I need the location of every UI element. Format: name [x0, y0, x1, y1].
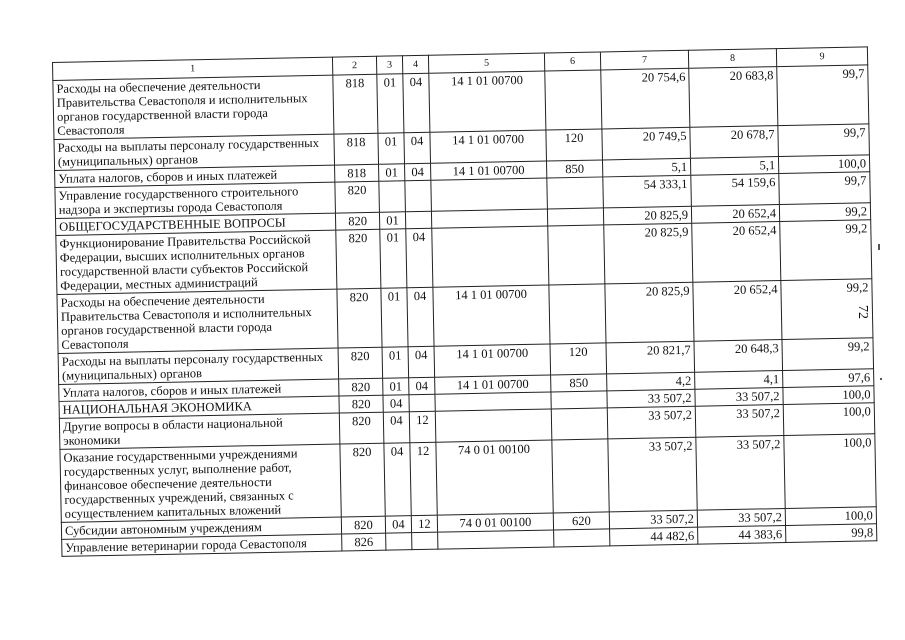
expense-type-cell: 620 — [553, 512, 609, 530]
percent-cell: 100,0 — [784, 434, 876, 509]
section-code-cell: 04 — [383, 412, 410, 443]
plan-value-cell: 20 754,6 — [601, 68, 690, 129]
ministry-code-cell: 818 — [334, 133, 379, 165]
actual-value-cell: 20 652,4 — [693, 281, 782, 342]
section-code-cell: 01 — [377, 74, 404, 133]
actual-value-cell: 33 507,2 — [695, 405, 784, 438]
actual-value-cell: 20 648,3 — [694, 340, 783, 373]
actual-value-cell: 4,1 — [695, 371, 783, 390]
percent-cell: 99,7 — [777, 65, 869, 126]
ministry-code-cell: 820 — [335, 212, 379, 230]
header-cell: 5 — [428, 53, 544, 73]
plan-value-cell: 20 749,5 — [602, 127, 691, 160]
header-cell: 4 — [402, 55, 428, 73]
target-article-cell: 14 1 01 00700 — [434, 344, 551, 377]
plan-value-cell: 20 821,7 — [606, 341, 695, 374]
percent-cell: 99,7 — [778, 124, 870, 157]
expense-type-cell — [552, 439, 609, 513]
plan-value-cell: 20 825,9 — [605, 282, 694, 343]
percent-cell: 99,2 — [781, 279, 873, 340]
section-code-cell: 01 — [379, 164, 405, 181]
percent-cell: 99,8 — [786, 524, 877, 543]
ministry-code-cell: 820 — [341, 516, 385, 534]
subsection-code-cell: 04 — [406, 228, 433, 287]
header-cell: 1 — [53, 57, 333, 80]
row-name-cell: Другие вопросы в области национальной экономики — [59, 413, 340, 449]
subsection-code-cell: 04 — [408, 346, 435, 377]
subsection-code-cell: 04 — [407, 287, 434, 346]
header-cell: 7 — [600, 50, 688, 70]
header-cell: 8 — [688, 49, 776, 69]
section-code-cell: 01 — [380, 229, 407, 288]
target-article-cell: 74 0 01 00100 — [437, 513, 553, 532]
target-article-cell — [432, 226, 549, 287]
scan-mark — [878, 244, 880, 250]
expense-type-cell — [549, 284, 606, 344]
percent-cell: 100,0 — [783, 403, 875, 436]
plan-value-cell: 5,1 — [602, 158, 690, 177]
actual-value-cell: 33 507,2 — [697, 509, 785, 528]
scan-mark — [880, 378, 882, 380]
subsection-code-cell: 04 — [404, 132, 431, 163]
actual-value-cell: 20 683,8 — [689, 67, 778, 128]
ministry-code-cell: 818 — [333, 74, 378, 134]
budget-sheet — [52, 46, 876, 557]
row-name-cell: Расходы на обеспечение деятельности Правительства Севастополя и исполнительных органов государственной власти города Севастополя — [57, 289, 338, 353]
plan-value-cell: 33 507,2 — [608, 437, 697, 512]
plan-value-cell: 33 507,2 — [607, 389, 695, 408]
header-cell: 2 — [332, 56, 376, 75]
header-cell: 6 — [544, 52, 600, 71]
section-code-cell: 01 — [382, 347, 409, 378]
ministry-code-cell: 818 — [335, 164, 379, 182]
header-cell: 9 — [776, 47, 867, 67]
expense-type-cell: 850 — [546, 160, 602, 178]
expense-type-cell: 120 — [550, 343, 607, 375]
expense-type-cell: 850 — [551, 374, 607, 392]
row-name-cell: Расходы на обеспечение деятельности Правительства Севастополя и исполнительных органов государственной власти города Севастополя — [53, 75, 334, 139]
plan-value-cell: 33 507,2 — [607, 406, 696, 439]
subsection-code-cell: 04 — [409, 377, 435, 394]
plan-value-cell: 4,2 — [607, 372, 695, 391]
section-code-cell: 04 — [383, 395, 409, 412]
plan-value-cell: 20 825,9 — [603, 206, 691, 225]
subsection-code-cell — [412, 532, 438, 549]
section-code-cell: 01 — [381, 288, 408, 347]
ministry-code-cell: 820 — [339, 378, 383, 396]
row-name-cell: Расходы на выплаты персоналу государственных (муниципальных) органов — [54, 134, 335, 170]
actual-value-cell: 5,1 — [690, 157, 778, 176]
plan-value-cell: 33 507,2 — [609, 510, 697, 529]
section-code-cell: 04 — [385, 516, 411, 533]
section-code-cell: 01 — [378, 133, 405, 164]
row-name-cell: Функционирование Правительства Российской Федерации, высших исполнительных органов государственной власти субъектов Российской Федерации, местных администраций — [56, 230, 337, 294]
row-name-cell: НАЦИОНАЛЬНАЯ ЭКОНОМИКА — [59, 396, 339, 418]
percent-cell: 99,7 — [779, 172, 871, 205]
target-article-cell: 14 1 01 00700 — [431, 161, 547, 180]
target-article-cell: 14 1 01 00700 — [433, 285, 550, 346]
subsection-code-cell — [405, 180, 432, 211]
plan-value-cell: 20 825,9 — [604, 223, 693, 284]
row-name-cell: Управление ветеринарии города Севастополя — [62, 534, 342, 556]
actual-value-cell: 20 652,4 — [692, 222, 781, 283]
row-name-cell: Управление государственного строительного надзора и экспертизы города Севастополя — [55, 182, 336, 218]
plan-value-cell: 44 482,6 — [610, 527, 698, 546]
ministry-code-cell: 826 — [342, 533, 386, 551]
expense-type-cell: 120 — [546, 129, 603, 161]
ministry-code-cell: 820 — [336, 229, 381, 289]
actual-value-cell: 20 652,4 — [691, 205, 779, 224]
row-name-cell: ОБЩЕГОСУДАРСТВЕННЫЕ ВОПРОСЫ — [56, 213, 336, 235]
subsection-code-cell: 12 — [409, 411, 436, 442]
row-name-cell: Уплата налогов, сборов и иных платежей — [59, 379, 339, 401]
target-article-cell: 74 0 01 00100 — [436, 440, 553, 515]
subsection-code-cell: 04 — [403, 73, 430, 132]
section-code-cell: 01 — [383, 378, 409, 395]
header-cell: 3 — [376, 56, 402, 74]
ministry-code-cell: 820 — [339, 395, 383, 413]
expense-type-cell — [545, 70, 602, 130]
row-name-cell: Субсидии автономным учреждениям — [61, 517, 341, 539]
actual-value-cell: 33 507,2 — [696, 436, 785, 511]
target-article-cell: 14 1 01 00700 — [429, 71, 546, 132]
ministry-code-cell: 820 — [335, 181, 380, 213]
expense-type-cell — [547, 208, 603, 226]
plan-value-cell: 54 333,1 — [603, 175, 692, 208]
budget-table — [52, 46, 877, 557]
percent-cell: 99,2 — [779, 203, 870, 222]
expense-type-cell — [551, 391, 607, 409]
ministry-code-cell: 820 — [340, 443, 385, 517]
percent-cell: 99,2 — [780, 220, 872, 281]
actual-value-cell: 20 678,7 — [690, 126, 779, 159]
section-code-cell: 04 — [384, 443, 411, 516]
section-code-cell — [379, 181, 406, 212]
expense-type-cell — [547, 177, 604, 209]
percent-cell: 100,0 — [785, 507, 876, 526]
ministry-code-cell: 820 — [338, 347, 383, 379]
subsection-code-cell: 04 — [405, 163, 431, 180]
subsection-code-cell — [409, 394, 435, 411]
percent-cell: 100,0 — [778, 155, 869, 174]
actual-value-cell: 54 159,6 — [691, 174, 780, 207]
section-code-cell: 01 — [379, 212, 405, 229]
expense-type-cell — [554, 529, 610, 547]
row-name-cell: Расходы на выплаты персоналу государственных (муниципальных) органов — [58, 348, 339, 384]
percent-cell: 100,0 — [783, 386, 874, 405]
subsection-code-cell — [405, 211, 431, 228]
subsection-code-cell: 12 — [411, 515, 437, 532]
target-article-cell — [435, 409, 552, 442]
target-article-cell — [438, 530, 554, 549]
target-article-cell: 14 1 01 00700 — [435, 375, 551, 394]
target-article-cell: 14 1 01 00700 — [430, 130, 547, 163]
subsection-code-cell: 12 — [410, 442, 437, 515]
actual-value-cell: 33 507,2 — [695, 388, 783, 407]
percent-cell: 97,6 — [783, 369, 874, 388]
expense-type-cell — [548, 225, 605, 285]
section-code-cell — [386, 533, 412, 550]
percent-cell: 99,2 — [782, 338, 874, 371]
row-name-cell: Уплата налогов, сборов и иных платежей — [55, 165, 335, 187]
target-article-cell — [431, 178, 548, 211]
row-name-cell: Оказание государственными учреждениями государственных услуг, выполнение работ, финансовое обеспечение деятельности государственных учреждений, связанных с осуществлением капитальных вложений — [60, 444, 341, 522]
ministry-code-cell: 820 — [339, 412, 384, 444]
ministry-code-cell: 820 — [337, 288, 382, 348]
page-number: 72 — [855, 305, 870, 319]
actual-value-cell: 44 383,6 — [698, 526, 786, 545]
expense-type-cell — [551, 408, 608, 440]
